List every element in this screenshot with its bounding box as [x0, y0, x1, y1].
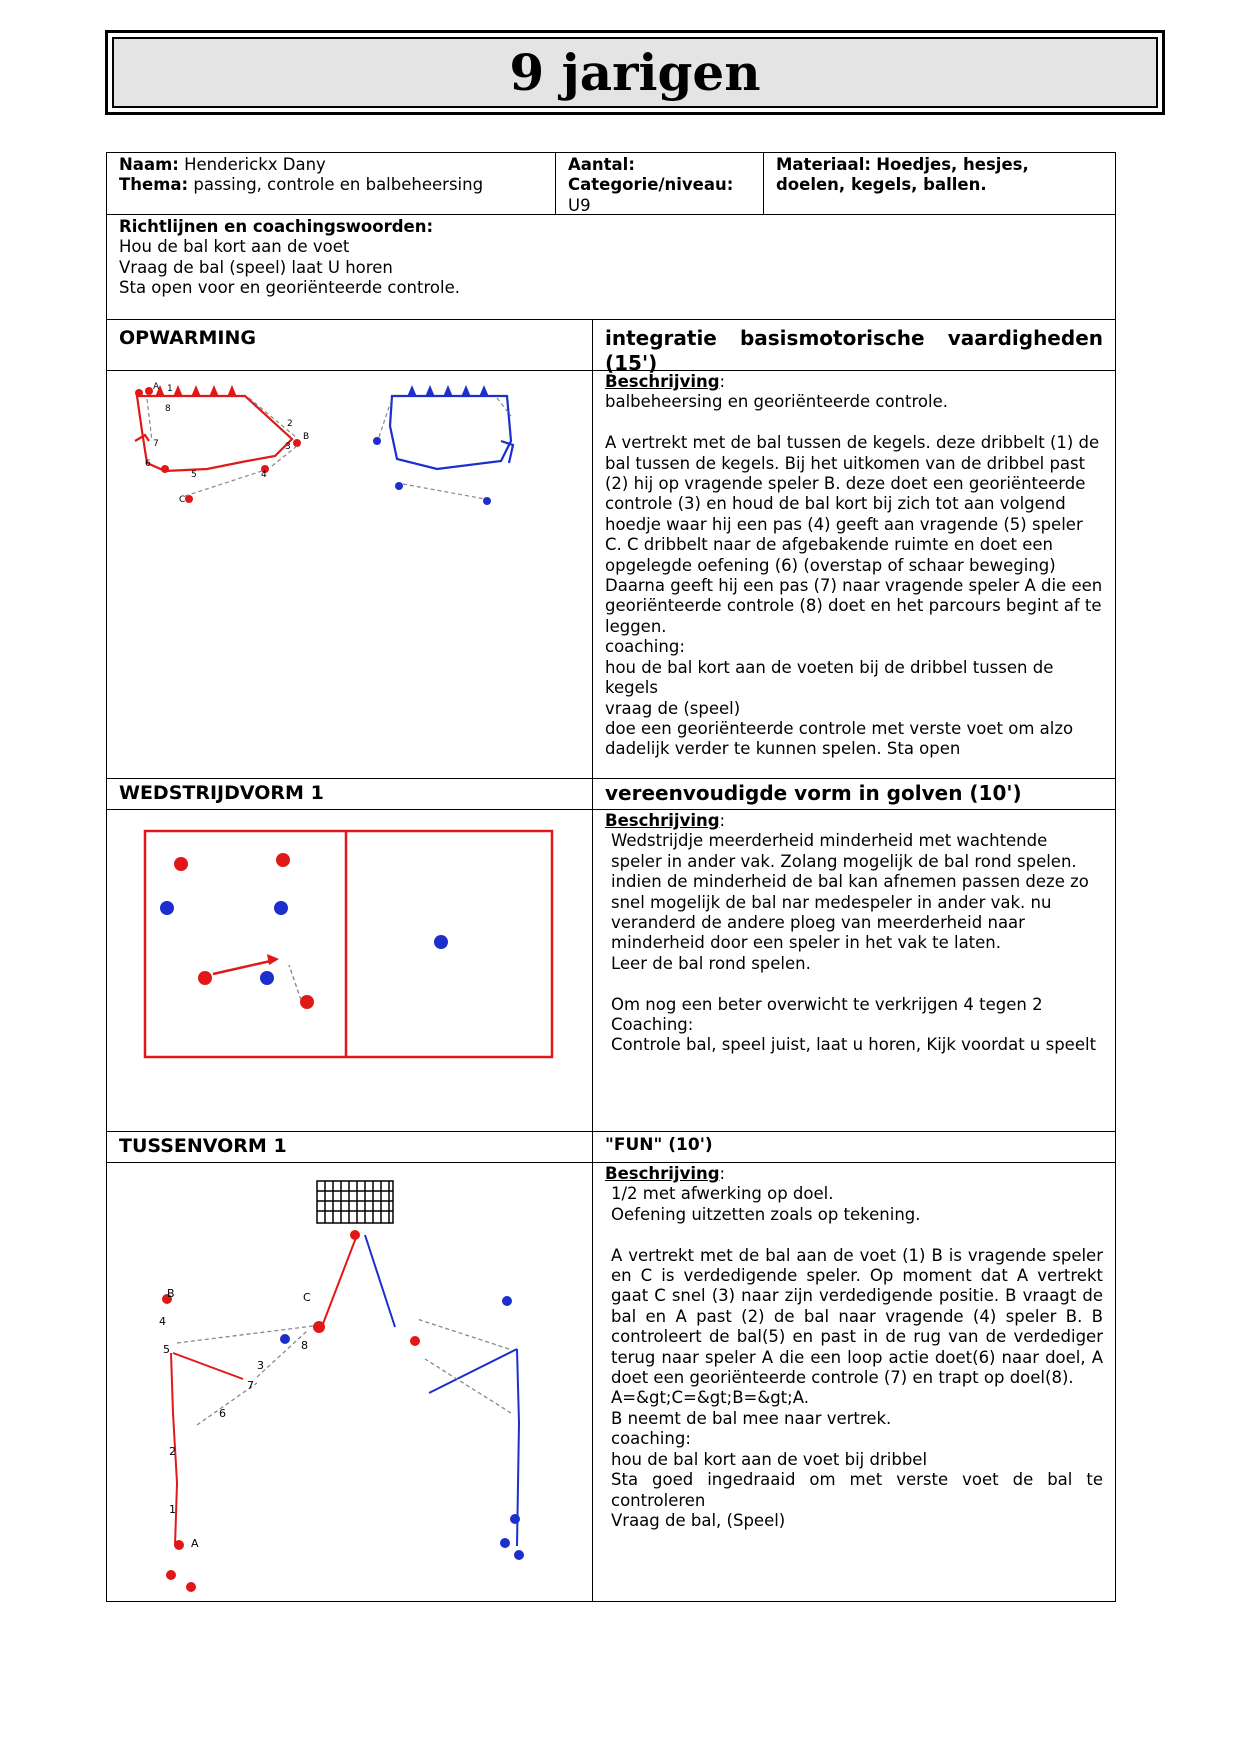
- red-players: [135, 387, 301, 503]
- match-diagram-cell: [107, 810, 592, 1131]
- category-cell: [555, 153, 763, 214]
- training-sheet: [106, 152, 1116, 1602]
- blue-dashed: [417, 1319, 511, 1413]
- material-cell: [763, 153, 1115, 214]
- warmup-diagram-cell: [107, 371, 592, 778]
- aantal-label: Aantal:: [568, 155, 635, 174]
- diagram-label: 7: [153, 439, 159, 449]
- description-label: Beschrijving: [605, 1164, 720, 1183]
- inter-description: Beschrijving: 1/2 met afwerking op doel. Oefening uitzetten zoals op tekening. A vertrekt met de bal aan de voet (1) B is vragende speler en C is verdedigende speler. Op moment dat A vertrekt gaat C snel (3) naar zijn verdedigende positie. B vraagt de bal en A past (2) de bal naar vragende (4) speler B. B controleert de bal(5) en past in de rug van de verdediger terug naar speler A die een loop actie doet(6) naar doel, A doet een georiënteerde controle (7) en trapt op doel(8). A=&gt;C=&gt;B=&gt;A. B neemt de bal mee naar vertrek. coaching: hou de bal kort aan de voet bij dribbel Sta goed ingedraaid om met verste voet de bal te controleren Vraag de bal, (Speel): [592, 1163, 1115, 1601]
- material-label: Materiaal:: [776, 155, 871, 174]
- diagram-label: 7: [247, 1379, 254, 1392]
- theme-label: Thema:: [119, 175, 189, 195]
- description-label: Beschrijving: [605, 372, 720, 391]
- inter-diagram-cell: [107, 1163, 592, 1601]
- section-subtitle: integratie basismotorische vaardigheden (15'): [592, 320, 1115, 370]
- diagram-label: A: [153, 382, 160, 392]
- section-title: OPWARMING: [119, 327, 256, 349]
- page-title: 9 jarigen: [112, 37, 1158, 108]
- section-body-match: [107, 809, 1115, 1131]
- description-label: Beschrijving: [605, 811, 720, 830]
- diagram-label: B: [167, 1287, 175, 1300]
- diagram-label: 8: [301, 1339, 308, 1352]
- inter-diagram: [107, 1163, 592, 1602]
- warmup-diagram: [107, 371, 592, 779]
- guidelines-cell: [107, 215, 1115, 319]
- diagram-label: 4: [159, 1315, 166, 1328]
- section-subtitle: vereenvoudigde vorm in golven (10'): [592, 779, 1115, 809]
- diagram-label: 3: [285, 442, 291, 452]
- section-body-inter: [107, 1162, 1115, 1601]
- blue-course: [390, 396, 513, 469]
- title-frame: [105, 30, 1165, 115]
- blue-players: [280, 1296, 524, 1560]
- guidelines-label: Richtlijnen en coachingswoorden:: [119, 217, 434, 236]
- diagram-label: 1: [169, 1503, 176, 1516]
- match-diagram: [107, 810, 592, 1132]
- section-header-warmup: [107, 319, 1115, 375]
- header-row: [107, 153, 1115, 214]
- theme-value: passing, controle en balbeheersing: [193, 175, 484, 195]
- guidelines-row: [107, 214, 1115, 319]
- section-header-match: [107, 778, 1115, 809]
- section-body-warmup: [107, 370, 1115, 778]
- diagram-label: 2: [169, 1445, 176, 1458]
- trainer-cell: [107, 153, 555, 214]
- guideline-line: Sta open voor en georiënteerde controle.: [119, 278, 460, 298]
- guideline-line: Vraag de bal (speel) laat U horen: [119, 257, 393, 277]
- section-header-inter: [107, 1131, 1115, 1162]
- description-text: Wedstrijdje meerderheid minderheid met wachtende speler in ander vak. Zolang mogelijk de bal rond spelen. indien de minderheid de bal kan afnemen passen deze zo snel mogelijk de bal nar medespeler in ander vak. nu veranderd de andere ploeg van meerderheid naar minderheid door een speler in het vak te laten. Leer de bal rond spelen. Om nog een beter overwicht te verkrijgen 4 tegen 2 Coaching: Controle bal, speel juist, laat u horen, Kijk voordat u speelt: [611, 831, 1097, 1055]
- field-lines: [145, 831, 552, 1057]
- category-label: Categorie/niveau:: [568, 175, 734, 195]
- diagram-label: 1: [167, 384, 173, 394]
- pass-arrow-head: [267, 954, 279, 965]
- section-subtitle: "FUN" (10'): [592, 1132, 1115, 1162]
- red-side: [171, 1235, 357, 1546]
- section-title: TUSSENVORM 1: [119, 1135, 287, 1157]
- warmup-description: Beschrijving: balbeheersing en georiënteerde controle. A vertrekt met de bal tussen de kegels. deze dribbelt (1) de bal tussen de kegels. Bij het uitkomen van de dribbel past (2) hij op vragende speler B. deze doet een georiënteerde controle (3) en houd de bal kort bij zich tot aan volgend hoedje waar hij een pas (4) geeft aan vragende (5) speler C. C dribbelt naar de afgebakende ruimte en doet een opgelegde oefening (6) (overstap of schaar beweging) Daarna geeft hij een pas (7) naar vragende speler A die een georiënteerde controle (8) doet en het parcours begint af te leggen. coaching: hou de bal kort aan de voeten bij de dribbel tussen de kegels vraag de (speel) doe een georiënteerde controle met verste voet om alzo dadelijk verder te kunnen spelen. Sta open: [592, 371, 1115, 778]
- guideline-line: Hou de bal kort aan de voet: [119, 237, 350, 257]
- diagram-label: A: [191, 1537, 199, 1550]
- description-text: 1/2 met afwerking op doel. Oefening uitzetten zoals op tekening. A vertrekt met de bal aan de voet (1) B is vragende speler en C is verdedigende speler. Op moment dat A vertrekt gaat C snel (3) naar zijn verdedigende positie. B vraagt de bal en A past (2) de bal naar vragende (4) speler B. B controleert de bal(5) en past in de rug van de verdediger terug naar speler A die een loop actie doet(6) naar doel, A doet een georiënteerde controle (7) en trapt op doel(8). A=&gt;C=&gt;B=&gt;A. B neemt de bal mee naar vertrek. coaching: hou de bal kort aan de voet bij dribbel Sta goed ingedraaid om met verste voet de bal te controleren Vraag de bal, (Speel): [611, 1184, 1103, 1530]
- section-title: WEDSTRIJDVORM 1: [119, 782, 324, 804]
- material-value: Hoedjes, hesjes, doelen, kegels, ballen.: [776, 155, 1029, 195]
- red-course: [135, 396, 292, 471]
- diagram-label: 3: [257, 1359, 264, 1372]
- name-value: Henderickx Dany: [184, 155, 326, 174]
- diagram-label: C: [179, 495, 186, 505]
- description-text: balbeheersing en georiënteerde controle. A vertrekt met de bal tussen de kegels. deze dribbelt (1) de bal tussen de kegels. Bij het uitkomen van de dribbel past (2) hij op vragende speler B. deze doet een georiënteerde controle (3) en houd de bal kort bij zich tot aan volgend hoedje waar hij een pas (4) geeft aan vragende (5) speler C. C dribbelt naar de afgebakende ruimte en doet een opgelegde oefening (6) (overstap of schaar beweging) Daarna geeft hij een pas (7) naar vragende speler A die een georiënteerde controle (8) doet en het parcours begint af te leggen. coaching: hou de bal kort aan de voeten bij de dribbel tussen de kegels vraag de (speel) doe een georiënteerde controle met verste voet om alzo dadelijk verder te kunnen spelen. Sta open: [605, 392, 1103, 759]
- diagram-label: 4: [261, 470, 267, 480]
- diagram-label: 5: [163, 1343, 170, 1356]
- match-description: Beschrijving: Wedstrijdje meerderheid minderheid met wachtende speler in ander vak. Zolang mogelijk de bal rond spelen. indien de minderheid de bal kan afnemen passen deze zo snel mogelijk de bal nar medespeler in ander vak. nu veranderd de andere ploeg van meerderheid naar minderheid door een speler in het vak te laten. Leer de bal rond spelen. Om nog een beter overwicht te verkrijgen 4 tegen 2 Coaching: Controle bal, speel juist, laat u horen, Kijk voordat u speelt: [592, 810, 1115, 1131]
- diagram-label: C: [303, 1291, 311, 1304]
- run-arrow: [289, 965, 301, 1000]
- name-label: Naam:: [119, 155, 179, 174]
- diagram-label: 2: [287, 419, 293, 429]
- diagram-label: 6: [145, 459, 151, 469]
- diagram-label: B: [303, 432, 310, 442]
- goal: [317, 1181, 393, 1223]
- diagram-label: 6: [219, 1407, 226, 1420]
- diagram-label: 5: [191, 470, 197, 480]
- red-players: [174, 853, 314, 1009]
- red-dashed: [177, 1325, 321, 1425]
- blue-side: [365, 1235, 519, 1546]
- diagram-label: 8: [165, 404, 171, 414]
- category-value: U9: [568, 195, 591, 215]
